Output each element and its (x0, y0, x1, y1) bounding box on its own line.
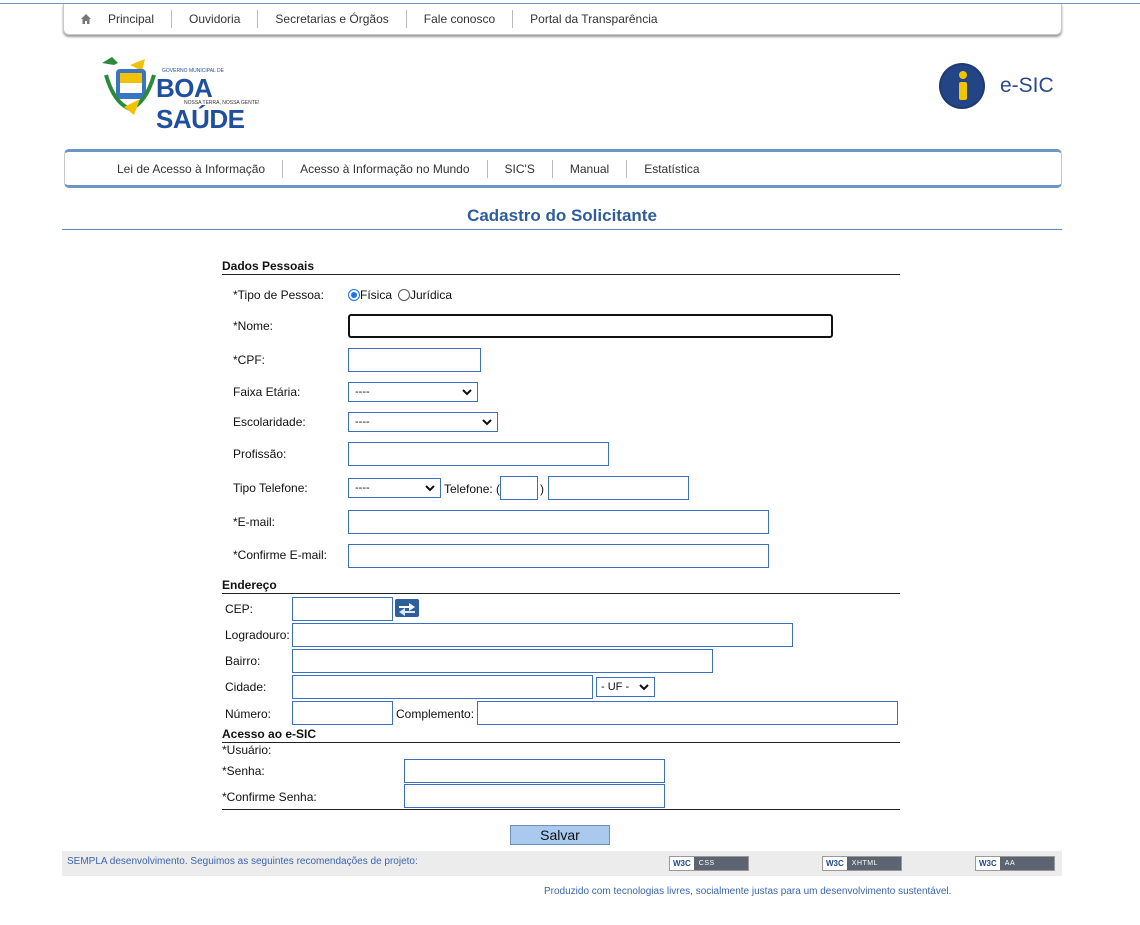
nav-secretarias[interactable]: Secretarias e Órgãos (258, 10, 406, 28)
top-nav (63, 4, 1062, 35)
subnav-lei-acesso[interactable]: Lei de Acesso à Informação (100, 160, 283, 178)
bairro-input[interactable] (292, 649, 713, 673)
nome-label: *Nome: (233, 319, 274, 333)
radio-juridica-unchecked-icon[interactable] (398, 289, 410, 301)
faixa-etaria-select[interactable] (348, 382, 478, 402)
uf-value: - UF - (601, 681, 630, 693)
section-endereco: Endereço (222, 578, 900, 594)
cep-search-button[interactable] (395, 599, 419, 617)
profissao-input[interactable] (348, 442, 609, 466)
radio-fisica-checked-icon[interactable] (348, 289, 360, 301)
tipo-telefone-label: Tipo Telefone: (233, 481, 308, 495)
ddd-input[interactable] (500, 476, 538, 500)
info-icon (938, 62, 986, 110)
tipo-telefone-value: ---- (355, 482, 370, 494)
complemento-input[interactable] (477, 701, 898, 725)
senha-input[interactable] (404, 759, 665, 783)
radio-fisica-label: Física (360, 288, 393, 302)
email-input[interactable] (348, 510, 769, 534)
faixa-etaria-value: ---- (355, 386, 370, 398)
w3c-logo: W3C (976, 857, 1000, 870)
home-icon[interactable] (80, 13, 94, 25)
badge-text: AA (1004, 860, 1016, 867)
numero-label: Número: (225, 707, 272, 721)
subnav-sics[interactable]: SIC'S (488, 160, 553, 178)
w3c-logo: W3C (670, 857, 694, 870)
nav-principal[interactable]: Principal (94, 10, 172, 28)
confirme-senha-label: *Confirme Senha: (222, 790, 317, 804)
cpf-input[interactable] (348, 348, 481, 372)
salvar-button[interactable]: Salvar (510, 825, 610, 845)
faixa-etaria-label: Faixa Etária: (233, 385, 301, 399)
tipo-pessoa-label: *Tipo de Pessoa: (233, 288, 324, 302)
escolaridade-label: Escolaridade: (233, 415, 306, 429)
radio-juridica-label: Jurídica (410, 288, 453, 302)
logo-gov-text: GOVERNO MUNICIPAL DE (162, 68, 224, 74)
profissao-label: Profissão: (233, 447, 287, 461)
w3c-logo: W3C (823, 857, 847, 870)
bairro-label: Bairro: (225, 654, 261, 668)
logo-slogan: NOSSA TERRA, NOSSA GENTE! (184, 100, 260, 106)
tipo-telefone-select[interactable] (348, 478, 441, 498)
title-divider (62, 229, 1062, 230)
nav-ouvidoria[interactable]: Ouvidoria (172, 10, 258, 28)
badge-text: CSS (698, 860, 715, 867)
w3c-aa-badge[interactable] (975, 856, 1055, 871)
nome-input[interactable] (348, 314, 833, 338)
w3c-xhtml-badge[interactable] (822, 856, 902, 871)
escolaridade-value: ---- (355, 416, 370, 428)
cidade-label: Cidade: (225, 680, 267, 694)
telefone-input[interactable] (548, 476, 689, 500)
usuario-label: *Usuário: (222, 743, 272, 757)
chevron-down-icon (638, 681, 650, 693)
radio-juridica[interactable] (398, 288, 452, 302)
chevron-down-icon (481, 416, 493, 428)
sub-nav (64, 149, 1062, 188)
telefone-label: Telefone: ( (444, 482, 501, 496)
numero-input[interactable] (292, 701, 393, 725)
form-bottom-divider (222, 809, 900, 810)
subnav-estatistica[interactable]: Estatística (644, 161, 700, 176)
badge-text: XHTML (851, 860, 879, 867)
coat-of-arms-icon (100, 55, 160, 117)
cep-label: CEP: (225, 602, 254, 616)
footer (62, 851, 1062, 876)
page-title: Cadastro do Solicitante (467, 206, 657, 225)
confirme-email-input[interactable] (348, 544, 769, 568)
confirme-senha-input[interactable] (404, 784, 665, 808)
esic-label: e-SIC (1000, 74, 1054, 97)
nav-fale-conosco[interactable]: Fale conosco (407, 10, 513, 28)
section-acesso: Acesso ao e-SIC (222, 727, 900, 743)
esic-brand[interactable] (938, 62, 1054, 110)
radio-fisica[interactable] (348, 288, 392, 302)
chevron-down-icon (461, 386, 473, 398)
nav-portal-transparencia[interactable]: Portal da Transparência (530, 12, 658, 26)
chevron-down-icon (424, 482, 436, 494)
footer-text: SEMPLA desenvolvimento. Seguimos as seguintes recomendações de projeto: (67, 856, 418, 867)
complemento-label: Complemento: (396, 707, 475, 721)
uf-select[interactable] (596, 677, 655, 697)
footer-tagline: Produzido com tecnologias livres, socialmente justas para um desenvolvimento sustentável. (544, 886, 952, 897)
section-dados-pessoais: Dados Pessoais (222, 259, 900, 275)
municipality-logo[interactable] (100, 55, 300, 134)
logradouro-label: Logradouro: (225, 628, 290, 642)
email-label: *E-mail: (233, 515, 276, 529)
confirme-email-label: *Confirme E-mail: (233, 548, 328, 562)
subnav-acesso-mundo[interactable]: Acesso à Informação no Mundo (283, 160, 487, 178)
cidade-input[interactable] (292, 675, 593, 699)
subnav-manual[interactable]: Manual (553, 160, 627, 178)
cep-input[interactable] (292, 597, 393, 621)
logradouro-input[interactable] (292, 623, 793, 647)
cpf-label: *CPF: (233, 353, 266, 367)
senha-label: *Senha: (222, 764, 265, 778)
swap-arrows-icon (395, 599, 419, 617)
escolaridade-select[interactable] (348, 412, 498, 432)
logo-brand-text: BOA SAÚDE (156, 73, 245, 134)
w3c-css-badge[interactable] (669, 856, 749, 871)
telefone-close-paren: ) (540, 482, 544, 496)
